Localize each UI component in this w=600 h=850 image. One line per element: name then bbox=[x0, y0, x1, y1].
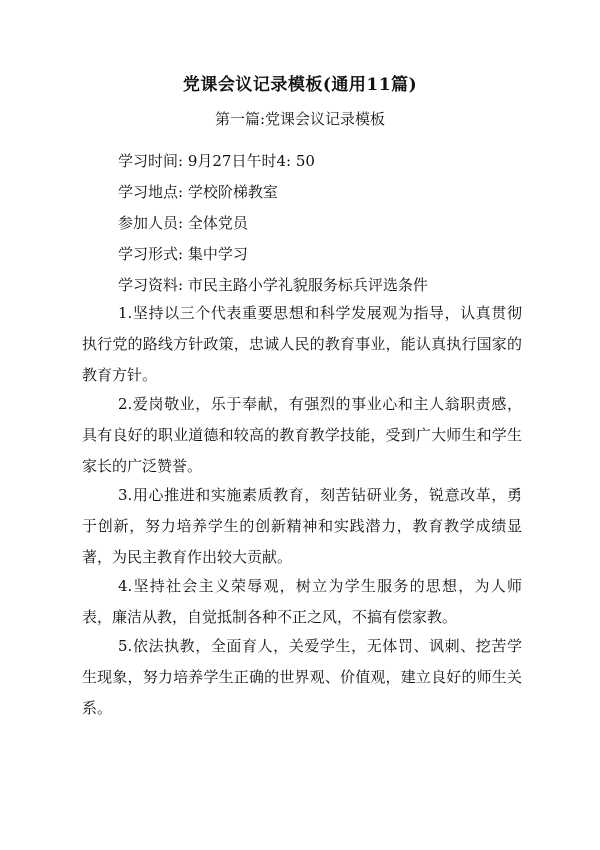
paragraph-5: 5.依法执教，全面育人，关爱学生，无体罚、讽刺、挖苦学生现象，努力培养学生正确的世界观、价值观，建立良好的师生关系。 bbox=[82, 637, 522, 717]
meta-study-materials: 学习资料: 市民主路小学礼貌服务标兵评选条件 bbox=[118, 276, 428, 294]
meta-study-location: 学习地点: 学校阶梯教室 bbox=[118, 183, 278, 201]
paragraph-1: 1.坚持以三个代表重要思想和科学发展观为指导，认真贯彻执行党的路线方针政策，忠诚人民的教育事业，能认真执行国家的教育方针。 bbox=[82, 304, 522, 384]
meta-participants: 参加人员: 全体党员 bbox=[118, 214, 248, 232]
document-title: 党课会议记录模板(通用11篇) bbox=[182, 75, 418, 95]
paragraph-2: 2.爱岗敬业，乐于奉献，有强烈的事业心和主人翁职责感，具有良好的职业道德和较高的教育教学技能，受到广大师生和学生家长的广泛赞誉。 bbox=[82, 395, 522, 475]
meta-study-format: 学习形式: 集中学习 bbox=[118, 245, 248, 263]
paragraph-4: 4.坚持社会主义荣辱观，树立为学生服务的思想，为人师表，廉洁从教，自觉抵制各种不正之风，不搞有偿家教。 bbox=[82, 577, 522, 626]
meta-study-time: 学习时间: 9月27日午时4: 50 bbox=[118, 152, 315, 170]
document-subtitle: 第一篇:党课会议记录模板 bbox=[214, 110, 386, 128]
paragraph-3: 3.用心推进和实施素质教育，刻苦钻研业务，锐意改革，勇于创新，努力培养学生的创新精神和实践潜力，教育教学成绩显著，为民主教育作出较大贡献。 bbox=[82, 486, 522, 566]
